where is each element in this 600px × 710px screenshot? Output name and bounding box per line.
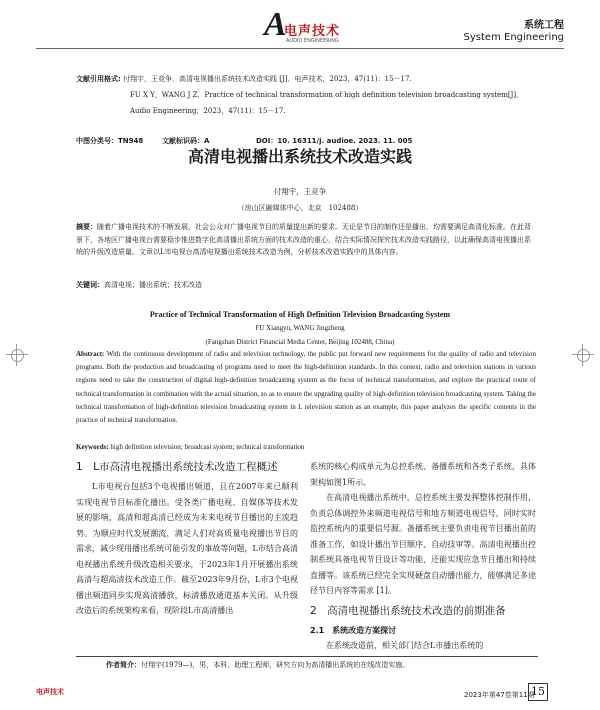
section-1-paragraph: L市电视台包括3个电视播出频道，且在2007年来已顺利实现电视节目标准化播出。受各类广播电视、自媒体等技术发展的影响，高清和超高清已经成为未来电视节目播出的主流趋势。为顺应时代发展潮流，满足人们对高质量电视播出节目的需求，减少现用播出系统可能引发的事故等问题，L市结合高清电视播出系统升级改造相关要求，于2023年1月开展播出系统高清与超高清技术改造工作。截至2023年9月份，L市3个电视播出频道同步实现高清播放，标清播放通道基本关闭。从升级改造后的系统架构来看，现阶段L市高清播出	[76, 482, 298, 615]
logo-subtitle: AUDIO ENGINEERING	[286, 38, 339, 44]
abstract-zh-label: 摘要：	[76, 223, 97, 231]
footnote-rule	[76, 656, 538, 657]
abstract-en	[76, 348, 536, 427]
author-note-text: 付翔宇(1979—)，男，本科，助理工程师，研究方向为高清播出系统的在线改造实施。	[141, 661, 410, 669]
english-title: Practice of Technical Transformation of High Definition Television Broadcasting System	[149, 310, 451, 319]
author-note-label: 作者简介：	[106, 661, 141, 669]
page-number: 15	[528, 683, 548, 701]
keywords-en-label: Keywords:	[76, 443, 109, 451]
body-column-right	[310, 459, 536, 653]
english-authors: FU Xiangyu, WANG Jingzheng	[255, 324, 345, 332]
journal-logo	[264, 6, 382, 48]
logo-name: 电声技术	[284, 24, 341, 39]
keywords-en	[76, 441, 536, 453]
citation-zh: 付翔宇，王竞争．高清电视播出系统技术改造实践 [J]．电声技术，2023，47(11)：15－17.	[123, 75, 412, 83]
doi: DOI：10. 16311/j. audioe. 2023. 11. 005	[256, 137, 413, 145]
clc-number: 中图分类号：TN948	[76, 137, 144, 145]
english-affiliation: (Fangshan District Financial Media Center, Beijing 102488, China)	[205, 338, 395, 346]
section-1-paragraph-2: 在高清电视播出系统中，总控系统主要发挥整体控制作用，负责总体调控外来频道电视信号和地方频道电视信号，同时实时监控系统内的重要信号源。备播系统主要负责电视节目播出前的准备工作，如设计播出节目顺序、自动技审等。高清电视播出控制系统具备电视节目设计等功能，还能实现应急节目播出和持续直播等。该系统已经完全实现硬盘自动播出能力，能够满足多途径节目内容等需求 [1]。	[310, 493, 536, 595]
abstract-zh	[76, 221, 536, 259]
section-1-continued: 系统的核心构成单元为总控系统、备播系统和各类子系统，具体架构如图1所示。	[310, 462, 536, 487]
keywords-zh-text: 高清电视；播出系统；技术改造	[104, 281, 202, 289]
citation-block	[76, 71, 536, 119]
section-tag-en: System Engineering	[463, 32, 564, 43]
section-1-heading: 1 L市高清电视播出系统技术改造工程概述	[76, 461, 278, 473]
footer-issue: 2023年第47卷第11期	[464, 691, 535, 699]
paper-title: 高清电视播出系统技术改造实践	[187, 147, 412, 166]
keywords-en-text: high definition television; broadcast system; technical transformation	[110, 443, 305, 451]
abstract-en-text: With the continuous development of radio and television technology, the public put forward new requirements for the quality of radio and television programs. Both the production and broadcasting of programs need to meet the high-definition standards. In this context, radio and television stations in various regions need to take the construction of digital high-definition broadcasting system as the focus of technical transformation, and explore the practical route of technical transformation in combination with the actual situation, so as to ensure the upgrading quality of high-definition television broadcasting system. Taking the technical transformation of high-definition television broadcasting system in L television station as an example, this paper analyzes the specific contents in the practice of technical transformation.	[76, 350, 536, 425]
citation-label: 文献引用格式:	[76, 75, 121, 83]
authors: 付翔宇，王竞争	[273, 187, 327, 196]
keywords-zh-label: 关键词：	[76, 281, 104, 289]
citation-en: FU X Y，WANG J Z．Practice of technical transformation of high definition television broadcasting system[J]．Audio Engineering，2023，47(11)：15－17.	[130, 91, 524, 115]
document-code: 文献标识码：A	[162, 137, 210, 145]
keywords-zh	[76, 279, 536, 291]
section-tag-zh: 系统工程	[524, 20, 564, 31]
header-rule	[36, 48, 564, 49]
footer-journal-name: 电声技术	[36, 688, 64, 696]
body-column-left	[76, 459, 298, 619]
abstract-zh-text: 随着广播电视技术的不断发展，社会公众对广播电视节目的质量提出新的要求。无论是节目的制作还是播出，均需要满足高清化标准。在此背景下，各地区广播电视台需要稳步推进数字化高清播出系统方面的技术改造的重心，结合实际情况探究技术改造实践路径，以此确保高清电视播出系统的升级改造质量。文章以L市电视台高清电视播出系统技术改造为例，分析技术改造实践中的具体内容。	[76, 223, 531, 256]
section-2-1-paragraph: 在系统改造前，相关部门结合L市播出系统的	[326, 640, 484, 650]
section-2-heading: 2 高清电视播出系统技术改造的前期准备	[310, 604, 506, 617]
logo-glyph: A	[264, 6, 287, 43]
author-note	[106, 659, 409, 671]
section-2-1-heading: 2.1 系统改造方案探讨	[310, 625, 397, 635]
affiliation: （房山区融媒体中心，北京 102488）	[237, 204, 363, 212]
abstract-en-label: Abstract:	[76, 350, 105, 358]
section-tag	[464, 20, 564, 44]
